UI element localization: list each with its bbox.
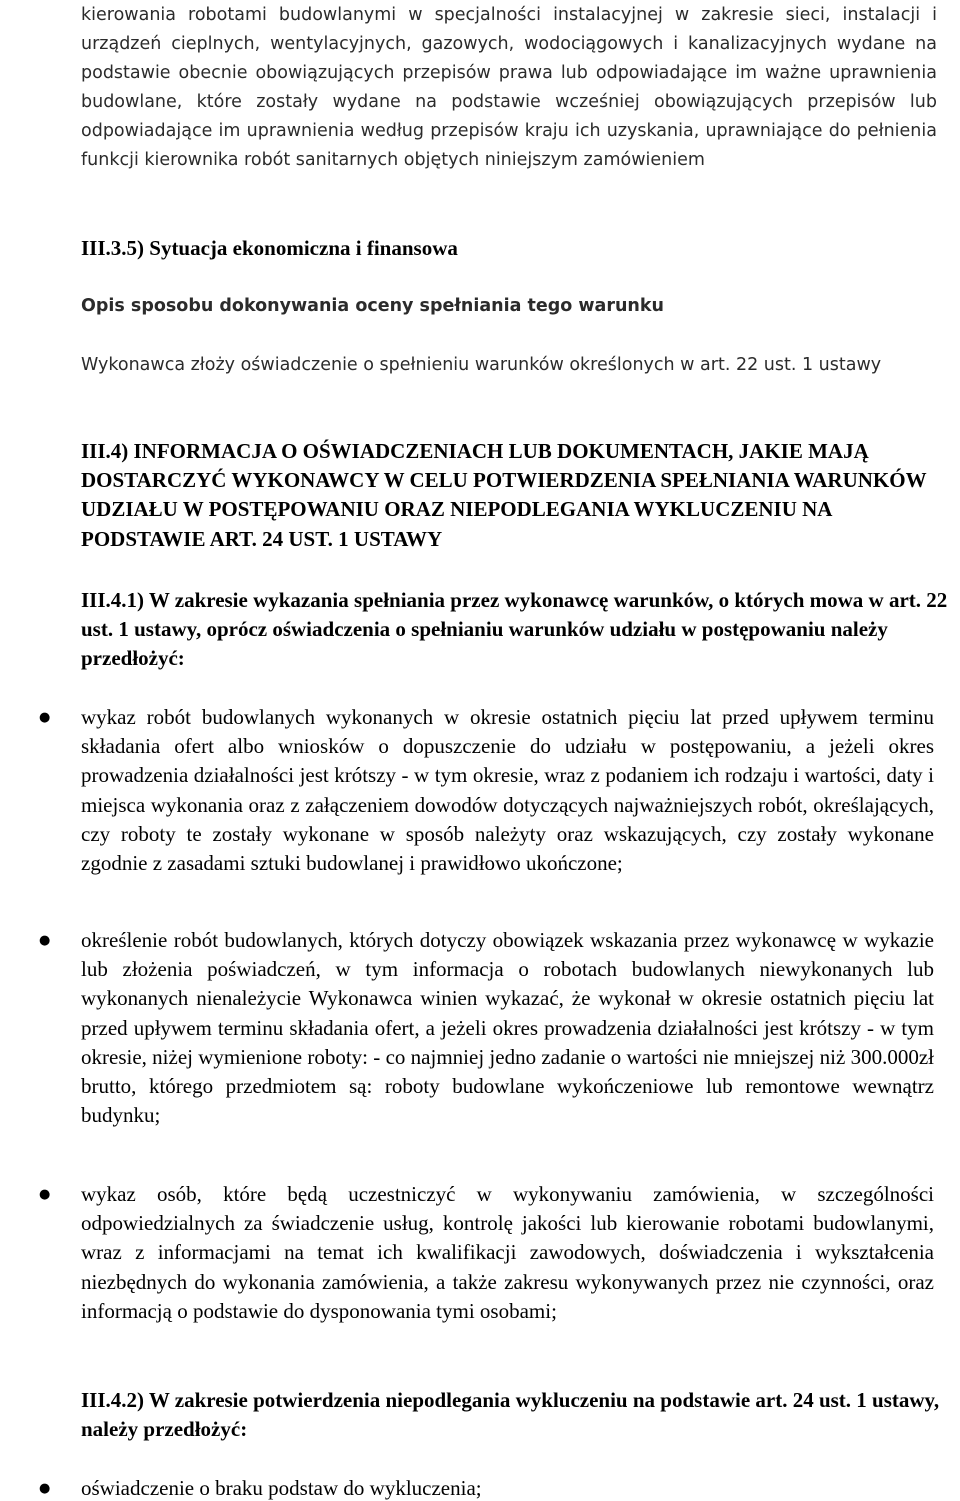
section-4-heading: III.4) INFORMACJA O OŚWIADCZENIACH LUB DOKUMENTACH, JAKIE MAJĄ DOSTARCZYĆ WYKONAWCY W CELU POTWIERDZENIA SPEŁNIANIA WARUNKÓW UDZIAŁU W POSTĘPOWANIU ORAZ NIEPODLEGANIA WYKLUCZENIU NA PODSTAWIE ART. 24 UST. 1 USTAWY bbox=[81, 439, 927, 551]
section-3-5-heading: III.3.5) Sytuacja ekonomiczna i finansowa bbox=[81, 236, 458, 260]
section-3-5-text: Wykonawca złoży oświadczenie o spełnieniu warunków określonych w art. 22 ust. 1 ustawy bbox=[81, 355, 882, 375]
bullet-icon: ● bbox=[39, 1187, 51, 1202]
list-item-persons-list: wykaz osób, które będą uczestniczyć w wykonywaniu zamówienia, w szczególności odpowiedzialnych za świadczenie usług, kontrolę jakości lub kierowanie robotami budowlanymi, wraz z informacjami na temat ich kwalifikacji zawodowych, doświadczenia i wykształcenia niezbędnych do wykonania zamówienia, a także zakresu wykonywanych przez nie czynności, oraz informacją o podstawie do dysponowania tymi osobami; bbox=[81, 1182, 934, 1323]
section-4-1-heading: III.4.1) W zakresie wykazania spełniania przez wykonawcę warunków, o których mowa w art. 22 ust. 1 ustawy, oprócz oświadczenia o spełnianiu warunków udziału w postępowaniu należy przedłożyć: bbox=[81, 588, 948, 671]
section-4-2-heading: III.4.2) W zakresie potwierdzenia niepodlegania wykluczeniu na podstawie art. 24 ust. 1 ustawy, należy przedłożyć: bbox=[81, 1388, 940, 1442]
bullet-icon: ● bbox=[39, 1481, 51, 1496]
intro-paragraph: kierowania robotami budowlanymi w specjalności instalacyjnej w zakresie sieci, instalacji i urządzeń cieplnych, wentylacyjnych, gazowych, wodociągowych i kanalizacyjnych wydane na podstawie obecnie obowiązujących przepisów prawa lub odpowiadające im ważne uprawnienia budowlane, które zostały wydane na podstawie wcześniej obowiązujących przepisów lub odpowiadające im uprawnienia według przepisów kraju ich uzyskania, uprawniające do pełnienia funkcji kierownika robót sanitarnych objętych niniejszym zamówieniem bbox=[81, 5, 937, 170]
list-item-works-definition: określenie robót budowlanych, których dotyczy obowiązek wskazania przez wykonawcę w wykazie lub złożenia poświadczeń, w tym informacja o robotach budowlanych niewykonanych lub wykonanych nienależycie Wykonawca winien wykazać, że wykonał w okresie ostatnich pięciu lat przed upływem terminu składania ofert, a jeżeli okres prowadzenia działalności jest krótszy - w tym okresie, niżej wymienione roboty: - co najmniej jedno zadanie o wartości nie mniejszej niż 300.000zł brutto, którego przedmiotem są: roboty budowlane wykończeniowe lub remontowe wewnątrz budynku; bbox=[81, 928, 934, 1128]
section-3-5-subheading: Opis sposobu dokonywania oceny spełniania tego warunku bbox=[81, 296, 664, 316]
bullet-icon: ● bbox=[39, 933, 51, 948]
list-item-works-list: wykaz robót budowlanych wykonanych w okresie ostatnich pięciu lat przed upływem terminu składania ofert albo wniosków o dopuszczenie do udziału w postępowaniu, a jeżeli okres prowadzenia działalności jest krótszy - w tym okresie, wraz z podaniem ich rodzaju i wartości, daty i miejsca wykonania oraz z załączeniem dowodów dotyczących najważniejszych robót, określających, czy roboty te zostały wykonane w sposób należyty oraz wskazujących, czy zostały wykonane zgodnie z zasadami sztuki budowlanej i prawidłowo ukończone; bbox=[81, 705, 934, 876]
list-item-no-exclusion-statement: oświadczenie o braku podstaw do wykluczenia; bbox=[81, 1476, 482, 1500]
bullet-icon: ● bbox=[39, 710, 51, 725]
